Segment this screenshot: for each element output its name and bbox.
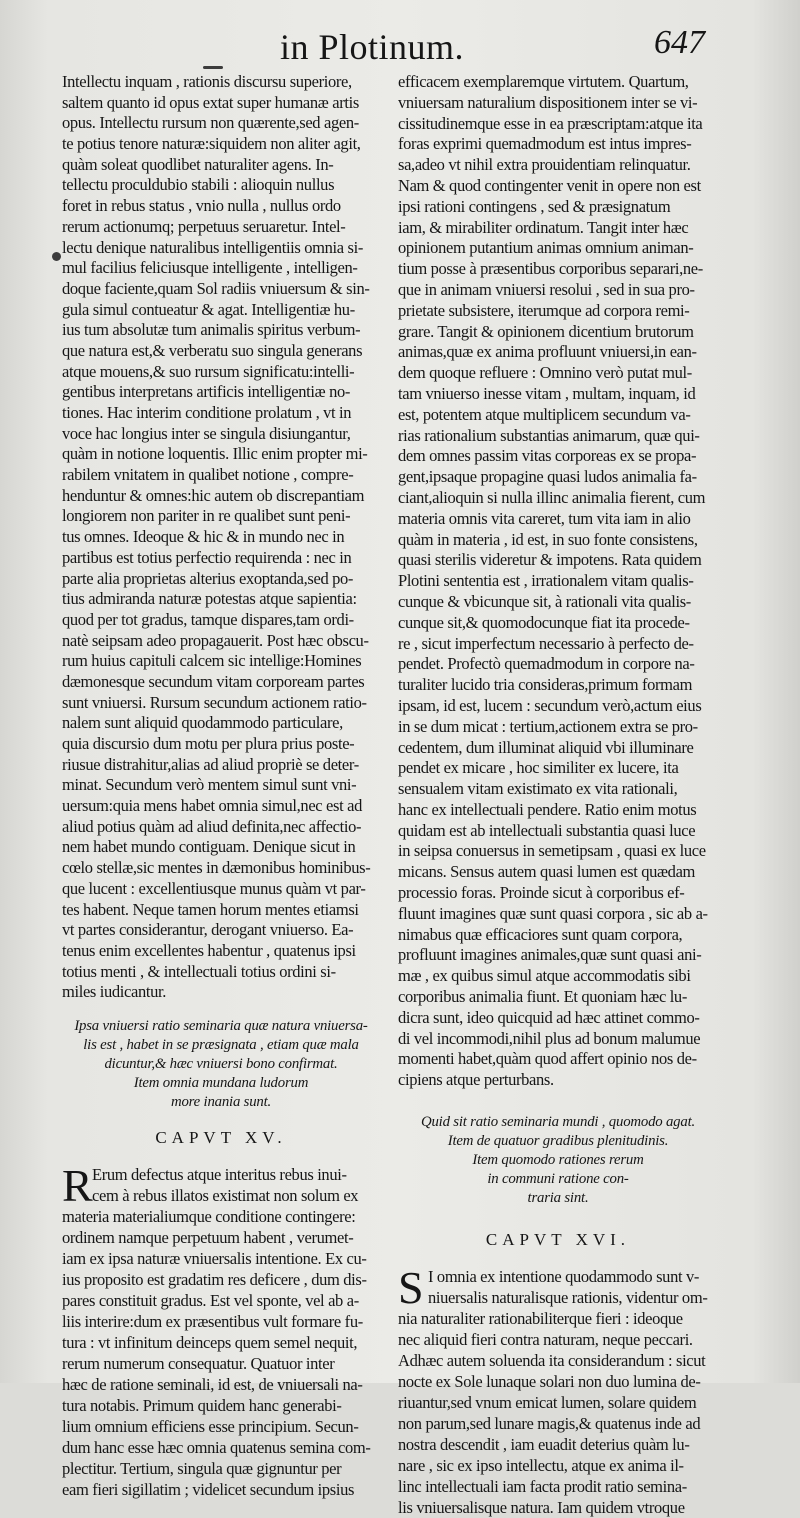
text-line: gent,ipsaque propagine quasi ludos animalia fa- [398, 467, 697, 487]
text-line: riusue distrahitur,alias ad aliud propriè se deter- [62, 754, 359, 774]
summary-line: Item de quatuor gradibus plenitudinis. [447, 1133, 669, 1150]
drop-cap-s: S [398, 1262, 424, 1314]
text-line: Nam & quod contingenter venit in opere non est [398, 175, 701, 195]
text-line: Adhæc autem soluenda ita considerandum : sicut [398, 1351, 706, 1371]
text-line: nostra descendit , iam euadit deterius quàm lu- [398, 1435, 690, 1455]
text-line: nare , sic ex ipso intellectu, atque ex anima il- [398, 1456, 684, 1476]
text-line: quia discursio dum motu per plura prius poste- [62, 734, 355, 753]
text-line: ius tum absolutæ tum animalis spiritus verbum- [62, 320, 361, 340]
text-line: sunt vniuersi. Rursum secundum actionem ratio- [62, 692, 367, 712]
text-line: nocte ex Sole lunaque solari non duo lumina de- [398, 1372, 701, 1392]
text-line: minat. Secundum verò mentem simul sunt vni- [62, 775, 357, 795]
text-line: saltem quanto id opus extat super humanæ artis [62, 92, 359, 112]
text-line: nec aliquid fieri contra naturam, neque peccari. [398, 1330, 693, 1350]
text-line: quàm soleat quodlibet naturaliter agens. In- [62, 154, 334, 174]
summary-line: Ipsa vniuersi ratio seminaria quæ natura vniuersa- [74, 1017, 368, 1034]
text-line: est, potentem atque multiplicem secundum va- [398, 404, 691, 424]
text-line: eam fieri sigillatim ; videlicet secundum ipsius [62, 1479, 355, 1499]
text-line: ciant,alioquin si nulla illinc animalia fierent, cum [398, 487, 706, 507]
text-line: lium omnium efficiens esse principium. Secun- [62, 1416, 359, 1436]
text-line: gentibus interpretans artificis intelligentiæ no- [62, 382, 351, 402]
text-line: quàm in notione loquentis. Illic enim propter mi- [62, 444, 368, 464]
text-line: rerum actionumq; perpetuus seruaretur. Intel- [62, 216, 346, 236]
text-line: aliud potius quàm ad aliud definita,nec affectio- [62, 816, 362, 836]
text-line: foras exprimi quemadmodum est intus impres- [398, 134, 692, 154]
text-line: lectu denique naturalibus intelligentiis omnia si- [62, 237, 363, 257]
text-line: hanc ex intellectuali pendere. Ratio enim motus [398, 799, 697, 819]
text-line: dæmonesque secundum vitam corpoream partes [62, 671, 365, 691]
text-line: quod per tot gradus, tamque dispares,tam ordi- [62, 609, 354, 629]
right-column [398, 72, 718, 1518]
left-column [62, 72, 380, 1499]
text-line: doque faciente,quam Sol radiis vniuersum & sin- [62, 278, 370, 298]
text-line: henduntur & omnes:hic autem ob discrepantiam [62, 485, 365, 505]
summary-line: lis est , habet in se præsignata , etiam quæ mala [83, 1036, 359, 1053]
text-line: mæ , ex quibus simul atque accommodatis sibi [398, 966, 691, 986]
text-line: dicra sunt, ideo quicquid ad hæc attinet commo- [398, 1007, 700, 1027]
summary-line: Quid sit ratio seminaria mundi , quomodo agat. [420, 1114, 695, 1131]
text-line: rabilem vnitatem in qualibet notione , compre- [62, 465, 354, 485]
text-line: cunque & vbicunque sit, à rationali vita qualis- [398, 591, 691, 611]
text-line: partibus est totius perfectio requirenda : nec in [62, 547, 352, 567]
text-line: in seipsa conuersus in semetipsam , quasi ex luce [398, 841, 706, 861]
chapter-xv-text [62, 1159, 380, 1500]
text-line: rum huius capituli calcem sic intellige:Homines [62, 651, 362, 671]
chapter-xv-body [62, 1159, 380, 1500]
text-line: cem à rebus illatos existimat non solum ex [92, 1185, 359, 1205]
text-line: micans. Sensus autem quasi lumen est quædam [398, 862, 696, 882]
chapter-xvi-summary [398, 1113, 718, 1208]
chapter-xv-summary [62, 1017, 380, 1112]
text-line: efficacem exemplaremque virtutem. Quartum, [398, 72, 689, 91]
summary-line: traria sint. [527, 1190, 589, 1207]
text-line: que lucent : excellentiusque munus quàm vt par- [62, 878, 366, 898]
text-line: te potius tenore naturæ:siquidem non aliter agit, [62, 134, 361, 154]
text-line: processio foras. Proinde sicut à corporibus ef- [398, 883, 685, 903]
text-line: tius admiranda naturæ potestas atque sapientia: [62, 589, 357, 609]
text-line: pares constituit gradus. Est vel sponte, vel ab a- [62, 1290, 359, 1310]
text-line: que natura est,& verberatu suo singula generans [62, 340, 363, 360]
text-line: iam, & mirabiliter ordinatum. Tangit inter hæc [398, 217, 689, 237]
text-line: quidam est ab intellectuali substantia quasi luce [398, 820, 696, 840]
text-line: fluunt imagines quæ sunt quasi corpora , sic ab a- [398, 903, 708, 923]
drop-cap-r: R [62, 1159, 93, 1211]
text-line: atque mouens,& suo rursum significatu:intelli- [62, 361, 355, 381]
page-number: 647 [654, 24, 705, 61]
text-line: tam vniuerso inesse vitam , multam, inquam, id [398, 383, 696, 403]
text-line: tus omnes. Ideoque & hic & in mundo nec in [62, 527, 345, 547]
text-line: longiorem non pariter in re qualibet sunt peni- [62, 506, 351, 526]
text-line: vniuersam naturalium dispositionem inter se vi- [398, 92, 698, 112]
text-line: cissitudinemque esse in ea præscriptam:atque ita [398, 113, 703, 133]
text-line: cunque sit,& quomodocunque fiat ita procede- [398, 612, 690, 632]
left-body-text [62, 72, 380, 1003]
text-line: mul facilius feliciusque intelligente , intelligen- [62, 258, 358, 278]
text-line: opus. Intellectu rursum non quærente,sed agen- [62, 113, 359, 133]
text-line: tenus enim excellentes habentur , quatenus ipsi [62, 940, 356, 960]
text-line: cipiens atque perturbans. [398, 1070, 554, 1090]
running-head [0, 20, 800, 70]
chapter-xvi-body [398, 1262, 718, 1518]
text-line: momenti habet,quàm quod affert opinio nos de- [398, 1049, 697, 1069]
text-line: cedentem, dum illuminat aliquid vbi illuminare [398, 737, 694, 757]
text-line: hæc de ratione seminali, id est, de vniuersali na- [62, 1374, 363, 1394]
text-line: uersum:quia mens habet omnia simul,nec est ad [62, 796, 362, 816]
text-line: I omnia ex intentione quodammodo sunt v- [428, 1267, 700, 1287]
text-line: materia materialiumque conditione contingere: [62, 1206, 356, 1226]
text-line: nalem sunt aliquid quodammodo particulare, [62, 713, 343, 733]
text-line: ordinem namque perpetuum habent , verumet- [62, 1227, 354, 1247]
running-title: in Plotinum. [280, 27, 465, 67]
text-line: grare. Tangit & opinionem dicentium brutorum [398, 321, 694, 341]
chapter-xvi-heading: CAPVT XVI. [485, 1230, 631, 1250]
ink-mark [203, 66, 223, 69]
summary-line: Item quomodo rationes rerum [472, 1152, 644, 1169]
text-line: natè seipsam adeo propagauerit. Post hæc obscu- [62, 630, 369, 650]
text-line: ius proposito est gradatim res deficere , dum dis- [62, 1269, 367, 1289]
text-line: riuantur,sed vnum emicat lumen, solare quidem [398, 1393, 697, 1413]
text-line: rerum numerum consequatur. Quatuor inter [62, 1353, 335, 1373]
text-line: ipsi rationi contingens , sed & præsignatum [398, 196, 671, 216]
summary-line: in communi ratione con- [487, 1171, 629, 1188]
text-line: voce hac longius inter se singula disiungantur, [62, 423, 351, 443]
text-line: dum hanc esse hæc omnia quatenus semina com- [62, 1437, 371, 1457]
text-line: miles iudicantur. [62, 982, 167, 1002]
text-line: cœlo stellæ,sic mentes in dæmonibus hominibus- [62, 858, 371, 878]
text-line: non parum,sed lunare magis,& quatenus inde ad [398, 1414, 701, 1434]
text-line: tiones. Hac interim conditione prolatum , vt in [62, 403, 352, 422]
text-line: linc intellectuali iam facta prodit ratio semina- [398, 1477, 687, 1497]
text-line: quasi sterilis videretur & impotens. Rata quidem [398, 550, 702, 570]
text-line: quàm in materia , id est, in suo fonte consistens, [398, 529, 698, 549]
text-line: rias rationalium substantias animarum, quæ qui- [398, 425, 700, 445]
chapter-xvi-text [398, 1262, 718, 1518]
text-line: Plotini sententia est , irrationalem vitam qualis- [398, 571, 694, 591]
text-line: parte alia proprietas alterius exoptanda,sed po- [62, 568, 354, 588]
text-line: tura : vt infinitum deinceps quem semel nequit, [62, 1332, 358, 1352]
text-line: que in animam vniuersi resolui , sed in sua pro- [398, 279, 695, 299]
text-line: vt partes considerantur, derogant vniuerso. Ea- [62, 920, 354, 940]
summary-line: more inania sunt. [170, 1093, 272, 1110]
text-line: totius menti , & intellectuali totius ordini si- [62, 961, 336, 981]
text-line: ipsam, id est, lucem : secundum verò,actum eius [398, 695, 702, 715]
text-line: nem habet mundo contiguam. Denique sicut in [62, 837, 356, 857]
text-line: nia naturaliter rationabiliterque fieri : ideoque [398, 1309, 683, 1329]
ink-mark [52, 252, 61, 261]
text-line: nimabus quæ efficaciores sunt quam corpora, [398, 924, 683, 944]
chapter-xv-heading: CAPVT XV. [155, 1127, 287, 1147]
text-line: pendet. Profectò quemadmodum in corpore na- [398, 654, 695, 674]
text-line: gula simul contueatur & agat. Intelligentiæ hu- [62, 299, 355, 319]
text-line: plectitur. Tertium, singula quæ gignuntur per [62, 1458, 342, 1478]
text-line: turaliter lucido tria consideras,primum formam [398, 675, 693, 695]
text-line: prietate subsistere, iterumque ad corpora remi- [398, 300, 690, 320]
text-line: Erum defectus atque interitus rebus inui- [92, 1164, 347, 1184]
text-line: materia omnis vita careret, tum vita iam in alio [398, 508, 691, 528]
text-line: Intellectu inquam , rationis discursu superiore, [62, 72, 352, 91]
text-line: profluunt imagines animales,quæ sunt quasi ani- [398, 945, 702, 965]
text-line: dem quoque refluere : Omnino verò putat mul- [398, 363, 692, 383]
text-line: tellectu proculdubio stabili : alioquin nullus [62, 175, 335, 195]
summary-line: dicuntur,& hæc vniuersi bono confirmat. [104, 1055, 338, 1072]
text-line: sa,adeo vt nihil extra prouidentiam relinquatur. [398, 155, 691, 175]
text-line: sensualem vitam existimato ex vita rationali, [398, 779, 678, 799]
text-line: liis interire:dum ex præsentibus vult formare fu- [62, 1311, 363, 1331]
text-line: niuersalis naturalisque rationis, videntur om- [428, 1288, 708, 1308]
text-line: corporibus animalia fiunt. Et quoniam hæc lu- [398, 987, 687, 1007]
text-line: animas,quæ ex anima profluunt vniuersi,in ean- [398, 342, 697, 362]
text-line: foret in rebus status , vnio nulla , nullus ordo [62, 196, 341, 216]
text-line: di vel incommodi,nihil plus ad bonum malumue [398, 1028, 701, 1048]
text-line: in se dum micat : tertium,actionem extra se pro- [398, 716, 698, 736]
summary-line: Item omnia mundana ludorum [133, 1074, 309, 1091]
text-line: iam ex ipsa naturæ vniuersalis intentione. Ex cu- [62, 1248, 367, 1268]
text-line: opinionem putantium animas omnium animan- [398, 238, 694, 258]
text-line: tium posse à præsentibus corporibus separari,ne- [398, 259, 703, 279]
text-line: dem omnes passim vitas corporeas ex se propa- [398, 446, 697, 466]
text-line: re , sicut imperfectum necessario à perfecto de- [398, 633, 694, 653]
right-body-text [398, 72, 718, 1091]
text-line: tes habent. Neque tamen horum mentes etiamsi [62, 899, 359, 919]
text-line: tura notabis. Primum quidem hanc generabi- [62, 1395, 342, 1415]
text-line: pendet ex micare , hoc similiter ex lucere, ita [398, 758, 679, 778]
text-line: lis vniuersalisque natura. Iam quidem vtroque [398, 1498, 685, 1518]
